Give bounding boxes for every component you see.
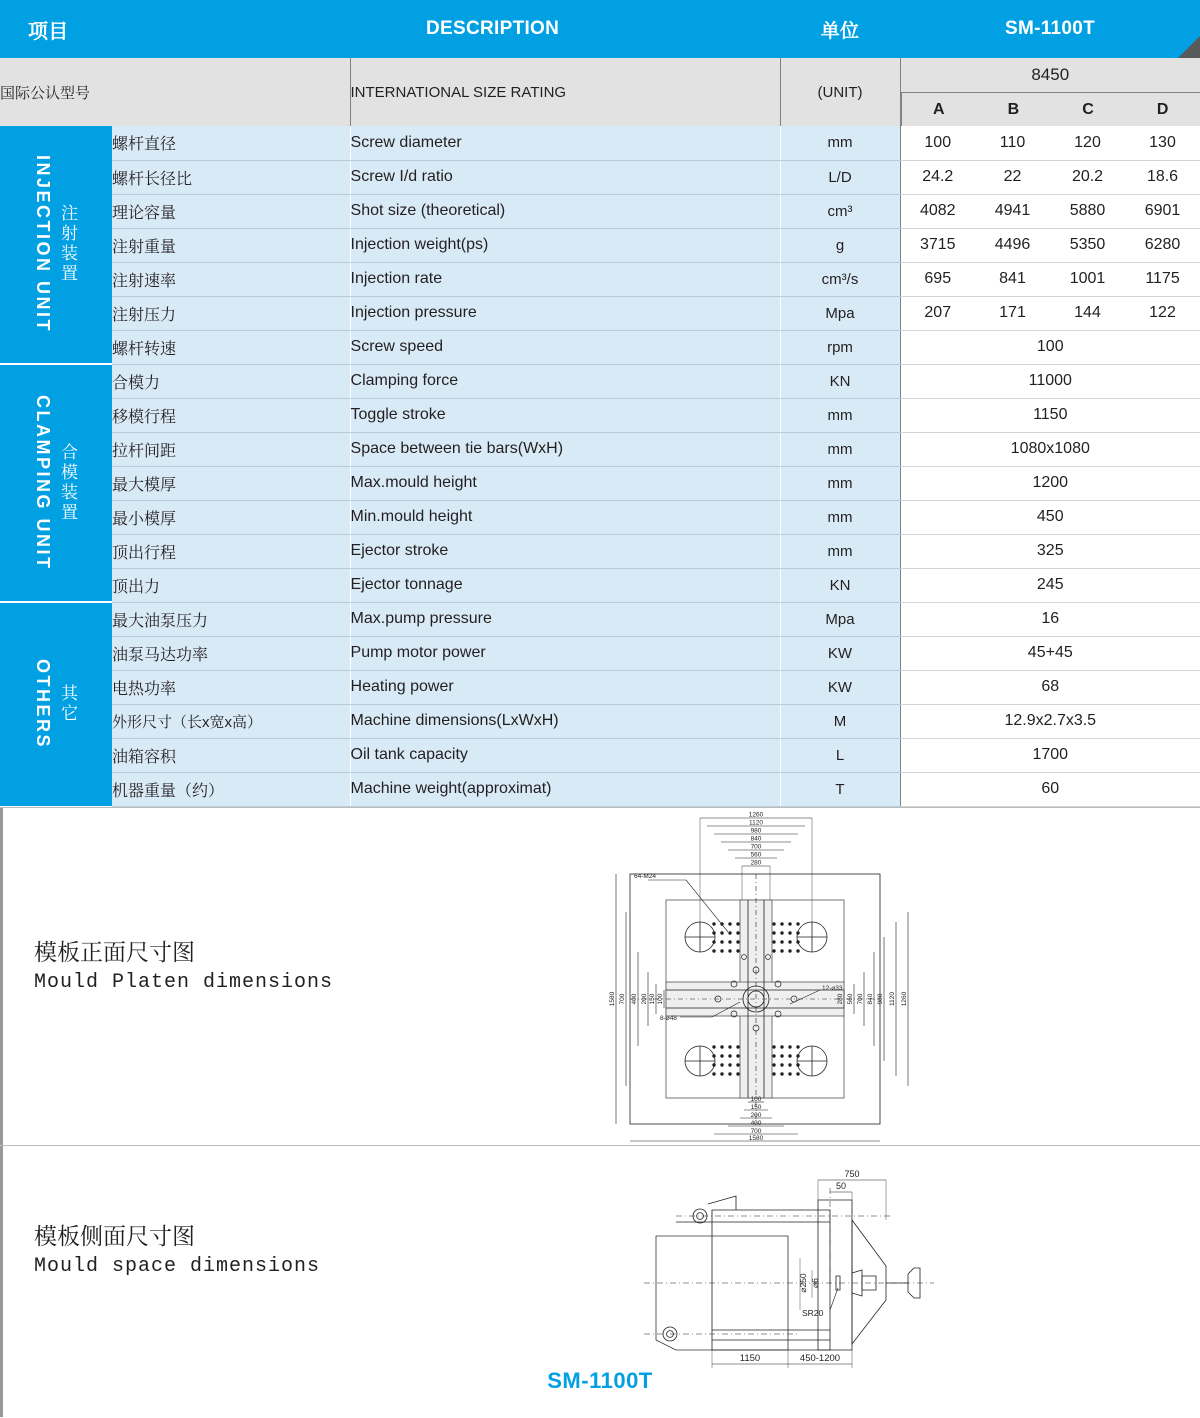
platen-right-dim-1260: 1260 [901,991,908,1006]
platen-left-dim-700: 700 [619,993,626,1004]
row-unit: KN [780,568,900,602]
row-value-a: 24.2 [900,160,975,194]
row-value-c: 5880 [1050,194,1125,228]
row-label-cn: 注射重量 [112,228,350,262]
variant-col-a: A [933,101,945,118]
platen-left-dim-200: 200 [641,993,648,1004]
row-label-en: Injection weight(ps) [350,228,780,262]
header-unit: 单位 [780,0,900,58]
row-label-en: Screw diameter [350,126,780,160]
row-value: 11000 [900,364,1200,398]
row-label-en: Injection rate [350,262,780,296]
side-dim-d6: ⌀6 [810,1277,820,1288]
row-label-en: Ejector tonnage [350,568,780,602]
platen-top-dim-700: 700 [750,843,762,850]
table-row [0,636,1200,670]
platen-right-dim-560: 560 [847,993,854,1004]
row-unit: mm [780,500,900,534]
platen-callout-8-d48: 8-⌀48 [660,1014,677,1022]
row-unit: KW [780,636,900,670]
header-model [900,0,1200,58]
subheader-unit: (UNIT) [780,58,900,126]
row-label-en: Oil tank capacity [350,738,780,772]
row-value-d: 122 [1125,296,1200,330]
left-rail [0,808,3,1145]
row-value: 68 [900,670,1200,704]
row-label-en: Shot size (theoretical) [350,194,780,228]
row-value-b: 22 [975,160,1050,194]
row-value: 1200 [900,466,1200,500]
row-value: 60 [900,772,1200,806]
row-label-en: Ejector stroke [350,534,780,568]
subheader-size-rating-block [900,58,1200,126]
row-label-cn: 电热功率 [112,670,350,704]
row-label-cn: 螺杆转速 [112,330,350,364]
row-label-cn: 移模行程 [112,398,350,432]
group-label-en: OTHERS [33,659,53,750]
row-label-cn: 顶出行程 [112,534,350,568]
platen-bottom-dim-700: 700 [750,1127,762,1135]
row-label-en: Heating power [350,670,780,704]
row-value-a: 695 [900,262,975,296]
row-unit: mm [780,398,900,432]
row-label-en: Clamping force [350,364,780,398]
table-row [0,398,1200,432]
side-dim-d250: ⌀250 [798,1272,808,1293]
platen-right-dim-1120: 1120 [889,991,896,1006]
side-caption-cn: 模板侧面尺寸图 [34,1223,195,1249]
row-label-en: Injection pressure [350,296,780,330]
variant-col-d: D [1156,101,1169,118]
platen-bottom-dim-150: 150 [750,1103,762,1111]
table-row [0,160,1200,194]
row-label-cn: 机器重量（约） [112,772,350,806]
platen-top-dim-560: 560 [750,851,762,858]
table-row [0,296,1200,330]
row-value-c: 120 [1050,126,1125,160]
row-value-c: 144 [1050,296,1125,330]
group-label-clamping-unit [0,364,112,602]
footer-model-label: SM-1100T [547,1367,653,1393]
table-row [0,262,1200,296]
variant-col-c: C [1082,101,1094,118]
row-value-a: 207 [900,296,975,330]
table-row [0,466,1200,500]
table-row [0,228,1200,262]
table-row [0,738,1200,772]
row-label-cn: 外形尺寸（长x宽x高） [112,704,350,738]
table-row [0,602,1200,636]
platen-caption [34,934,333,994]
platen-dimension-drawing [608,812,948,1142]
row-value: 100 [900,330,1200,364]
group-label-cn: 其它 [58,684,77,725]
row-unit: Mpa [780,296,900,330]
row-label-en: Screw speed [350,330,780,364]
group-label-cn: 注射装置 [58,204,77,285]
table-row [0,432,1200,466]
row-value-a: 100 [900,126,975,160]
variant-col-b: B [1007,101,1020,118]
platen-drawing-block [0,807,1200,1145]
platen-right-dim-980: 980 [877,993,884,1004]
row-label-cn: 油泵马达功率 [112,636,350,670]
platen-right-dim-700: 700 [857,993,864,1004]
row-label-cn: 螺杆长径比 [112,160,350,194]
row-unit: mm [780,534,900,568]
platen-top-dim-980: 980 [750,827,762,834]
row-unit: mm [780,432,900,466]
row-unit: L [780,738,900,772]
platen-left-dim-1580: 1580 [609,991,616,1006]
platen-top-dim-1260: 1260 [748,811,764,818]
row-label-cn: 最大油泵压力 [112,602,350,636]
row-value: 45+45 [900,636,1200,670]
side-dim-450-1200: 450-1200 [799,1352,841,1364]
platen-right-dim-280: 280 [837,993,844,1004]
platen-top-dim-1120: 1120 [749,819,763,826]
row-unit: KN [780,364,900,398]
row-label-en: Max.mould height [350,466,780,500]
platen-caption-en: Mould Platen dimensions [34,970,334,994]
header-description: DESCRIPTION [350,0,780,58]
row-label-cn: 注射速率 [112,262,350,296]
table-subheader-row [0,58,1200,126]
row-value: 16 [900,602,1200,636]
platen-callout-64-m24: 64-M24 [634,872,657,880]
header-item: 项目 [0,0,350,58]
subheader-item-en: INTERNATIONAL SIZE RATING [350,58,780,126]
side-caption-en: Mould space dimensions [34,1254,321,1278]
row-label-cn: 最小模厚 [112,500,350,534]
platen-left-dim-400: 400 [631,993,638,1004]
table-row [0,534,1200,568]
row-label-cn: 理论容量 [112,194,350,228]
group-label-en: CLAMPING UNIT [33,395,53,571]
row-label-cn: 注射压力 [112,296,350,330]
row-value-d: 6901 [1125,194,1200,228]
row-label-cn: 顶出力 [112,568,350,602]
table-row [0,704,1200,738]
row-label-en: Min.mould height [350,500,780,534]
row-unit: KW [780,670,900,704]
row-label-cn: 螺杆直径 [112,126,350,160]
table-row [0,670,1200,704]
side-dim-sr20: SR20 [802,1307,824,1318]
row-value: 1080x1080 [900,432,1200,466]
side-dim-50: 50 [835,1180,847,1191]
row-value-c: 20.2 [1050,160,1125,194]
platen-bottom-dim-100: 100 [750,1095,762,1103]
table-row [0,568,1200,602]
row-label-cn: 最大模厚 [112,466,350,500]
header-model-label: SM-1100T [1004,18,1096,39]
side-caption [34,1218,320,1278]
row-unit: g [780,228,900,262]
platen-bottom-dim-200: 200 [750,1111,762,1119]
subheader-item-cn: 国际公认型号 [0,58,350,126]
row-value: 450 [900,500,1200,534]
platen-callout-12-d33: 12-⌀33 [822,984,843,992]
side-dim-750: 750 [844,1168,860,1179]
row-value: 325 [900,534,1200,568]
platen-left-dim-150: 150 [649,993,656,1004]
row-label-en: Toggle stroke [350,398,780,432]
table-row [0,364,1200,398]
row-label-en: Machine dimensions(LxWxH) [350,704,780,738]
row-unit: mm [780,126,900,160]
row-label-en: Pump motor power [350,636,780,670]
group-label-en: INJECTION UNIT [33,155,53,334]
row-value-d: 1175 [1125,262,1200,296]
row-value-b: 110 [975,126,1050,160]
row-unit: Mpa [780,602,900,636]
variant-columns [901,92,1200,126]
platen-bottom-dim-1580: 1580 [748,1134,764,1142]
row-value: 12.9x2.7x3.5 [900,704,1200,738]
side-dimension-drawing [640,1158,940,1378]
row-label-cn: 油箱容积 [112,738,350,772]
row-unit: rpm [780,330,900,364]
table-row [0,126,1200,160]
row-label-en: Screw I/d ratio [350,160,780,194]
row-value-c: 1001 [1050,262,1125,296]
row-value: 1150 [900,398,1200,432]
table-row [0,194,1200,228]
row-value-b: 841 [975,262,1050,296]
group-label-cn: 合模装置 [58,443,77,523]
row-label-en: Space between tie bars(WxH) [350,432,780,466]
row-label-en: Machine weight(approximat) [350,772,780,806]
row-value: 245 [900,568,1200,602]
group-label-others [0,602,112,806]
row-value-b: 4941 [975,194,1050,228]
platen-top-dim-280: 280 [750,859,762,866]
corner-triangle-icon [1178,36,1200,58]
platen-caption-cn: 模板正面尺寸图 [34,939,195,965]
row-unit: M [780,704,900,738]
row-value: 1700 [900,738,1200,772]
table-row [0,500,1200,534]
row-value-d: 18.6 [1125,160,1200,194]
row-value-c: 5350 [1050,228,1125,262]
side-dim-1150: 1150 [739,1352,761,1364]
row-value-d: 130 [1125,126,1200,160]
row-value-a: 4082 [900,194,975,228]
row-unit: mm [780,466,900,500]
side-drawing-block [0,1145,1200,1417]
size-rating-value: 8450 [901,58,1200,92]
row-value-d: 6280 [1125,228,1200,262]
platen-top-dim-840: 840 [750,835,762,842]
row-label-en: Max.pump pressure [350,602,780,636]
row-label-cn: 拉杆间距 [112,432,350,466]
group-label-injection-unit [0,126,112,364]
row-unit: T [780,772,900,806]
row-unit: cm³ [780,194,900,228]
row-unit: cm³/s [780,262,900,296]
row-value-b: 171 [975,296,1050,330]
table-row [0,772,1200,806]
platen-right-dim-840: 840 [867,993,874,1004]
platen-bottom-dim-400: 400 [750,1119,762,1127]
row-value-b: 4496 [975,228,1050,262]
row-label-cn: 合模力 [112,364,350,398]
platen-left-dim-100: 100 [657,993,664,1004]
table-row [0,330,1200,364]
table-header-row [0,0,1200,58]
row-value-a: 3715 [900,228,975,262]
row-unit: L/D [780,160,900,194]
